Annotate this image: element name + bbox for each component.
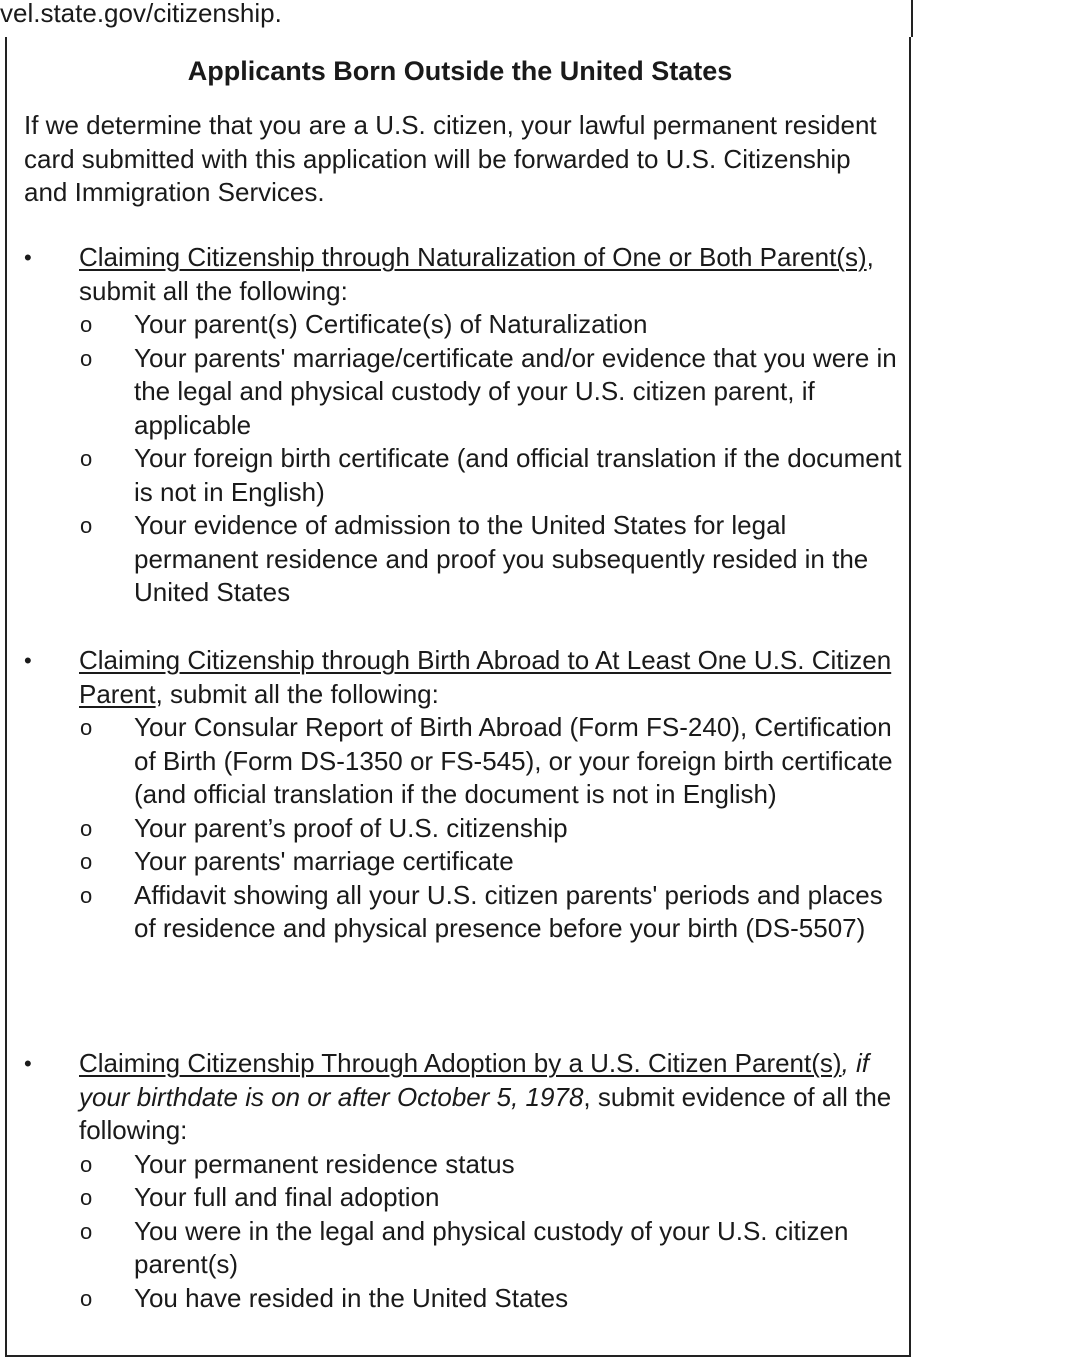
section-title: Claiming Citizenship Through Adoption by a U.S. Citizen Parent(s) bbox=[79, 1048, 842, 1078]
circle-bullet-icon: o bbox=[80, 345, 93, 371]
list-item: o Your permanent residence status bbox=[24, 1148, 904, 1182]
applicants-born-outside-box bbox=[5, 37, 911, 1357]
list-item: o Your parent’s proof of U.S. citizenship bbox=[24, 812, 904, 846]
circle-bullet-icon: o bbox=[80, 513, 93, 538]
section-lead bbox=[79, 1047, 904, 1148]
section-tail: , submit all the following: bbox=[79, 242, 874, 306]
requirement-list bbox=[24, 1148, 904, 1316]
circle-bullet-icon: o bbox=[80, 815, 93, 841]
intro-paragraph: If we determine that you are a U.S. citizen, your lawful permanent resident card submitted with this application will be forwarded to U.S. Citizenship and Immigration Services. bbox=[24, 110, 877, 207]
section-lead bbox=[79, 241, 904, 308]
list-item: o Your full and final adoption bbox=[24, 1181, 904, 1215]
section-naturalization bbox=[24, 241, 904, 610]
section-birth-abroad bbox=[24, 644, 904, 946]
section-adoption bbox=[24, 1047, 904, 1315]
list-item: o Affidavit showing all your U.S. citizen parents' periods and places of residence and physical presence before your birth (DS-5507) bbox=[80, 879, 883, 943]
box-right-edge-top bbox=[911, 0, 913, 37]
circle-bullet-icon: o bbox=[80, 1218, 93, 1244]
bullet-icon: • bbox=[24, 245, 32, 270]
bullet-icon: • bbox=[24, 1051, 32, 1076]
list-item: o Your foreign birth certificate (and official translation if the document is not in English) bbox=[80, 443, 902, 507]
section-heading: Applicants Born Outside the United States bbox=[187, 56, 733, 86]
requirement-list bbox=[24, 308, 904, 610]
list-item: o Your Consular Report of Birth Abroad (Form FS-240), Certification of Birth (Form DS-1350 or FS-545), or your foreign birth certificate (and official translation if the document is not in English) bbox=[80, 712, 893, 809]
circle-bullet-icon: o bbox=[80, 1285, 93, 1311]
section-tail: , submit evidence of all the following: bbox=[79, 1081, 892, 1145]
list-item: o You were in the legal and physical custody of your U.S. citizen parent(s) bbox=[80, 1215, 849, 1279]
section-lead bbox=[79, 644, 904, 711]
top-url-fragment: vel.state.gov/citizenship. bbox=[0, 0, 282, 28]
section-title: Claiming Citizenship through Birth Abroad to At Least One U.S. Citizen Parent bbox=[79, 645, 892, 709]
list-item: o Your parents' marriage/certificate and/or evidence that you were in the legal and physical custody of your U.S. citizen parent, if applicable bbox=[80, 342, 897, 440]
list-item: o Your parents' marriage certificate bbox=[24, 845, 904, 879]
circle-bullet-icon: o bbox=[80, 715, 93, 740]
section-title: Claiming Citizenship through Naturalization of One or Both Parent(s) bbox=[79, 242, 867, 272]
section-qualifier: , if your birthdate is on or after October 5, 1978 bbox=[79, 1048, 870, 1112]
list-item: o You have resided in the United States bbox=[24, 1282, 904, 1316]
circle-bullet-icon: o bbox=[80, 446, 93, 471]
circle-bullet-icon: o bbox=[80, 849, 93, 874]
circle-bullet-icon: o bbox=[80, 1185, 93, 1210]
circle-bullet-icon: o bbox=[80, 882, 93, 908]
circle-bullet-icon: o bbox=[80, 1151, 93, 1177]
requirement-list bbox=[24, 711, 904, 946]
circle-bullet-icon: o bbox=[80, 312, 93, 337]
section-tail: , submit all the following: bbox=[155, 678, 439, 709]
list-item: o Your parent(s) Certificate(s) of Naturalization bbox=[24, 308, 904, 342]
bullet-icon: • bbox=[24, 648, 32, 673]
list-item: o Your evidence of admission to the United States for legal permanent residence and proof you subsequently resided in the United States bbox=[80, 510, 869, 607]
